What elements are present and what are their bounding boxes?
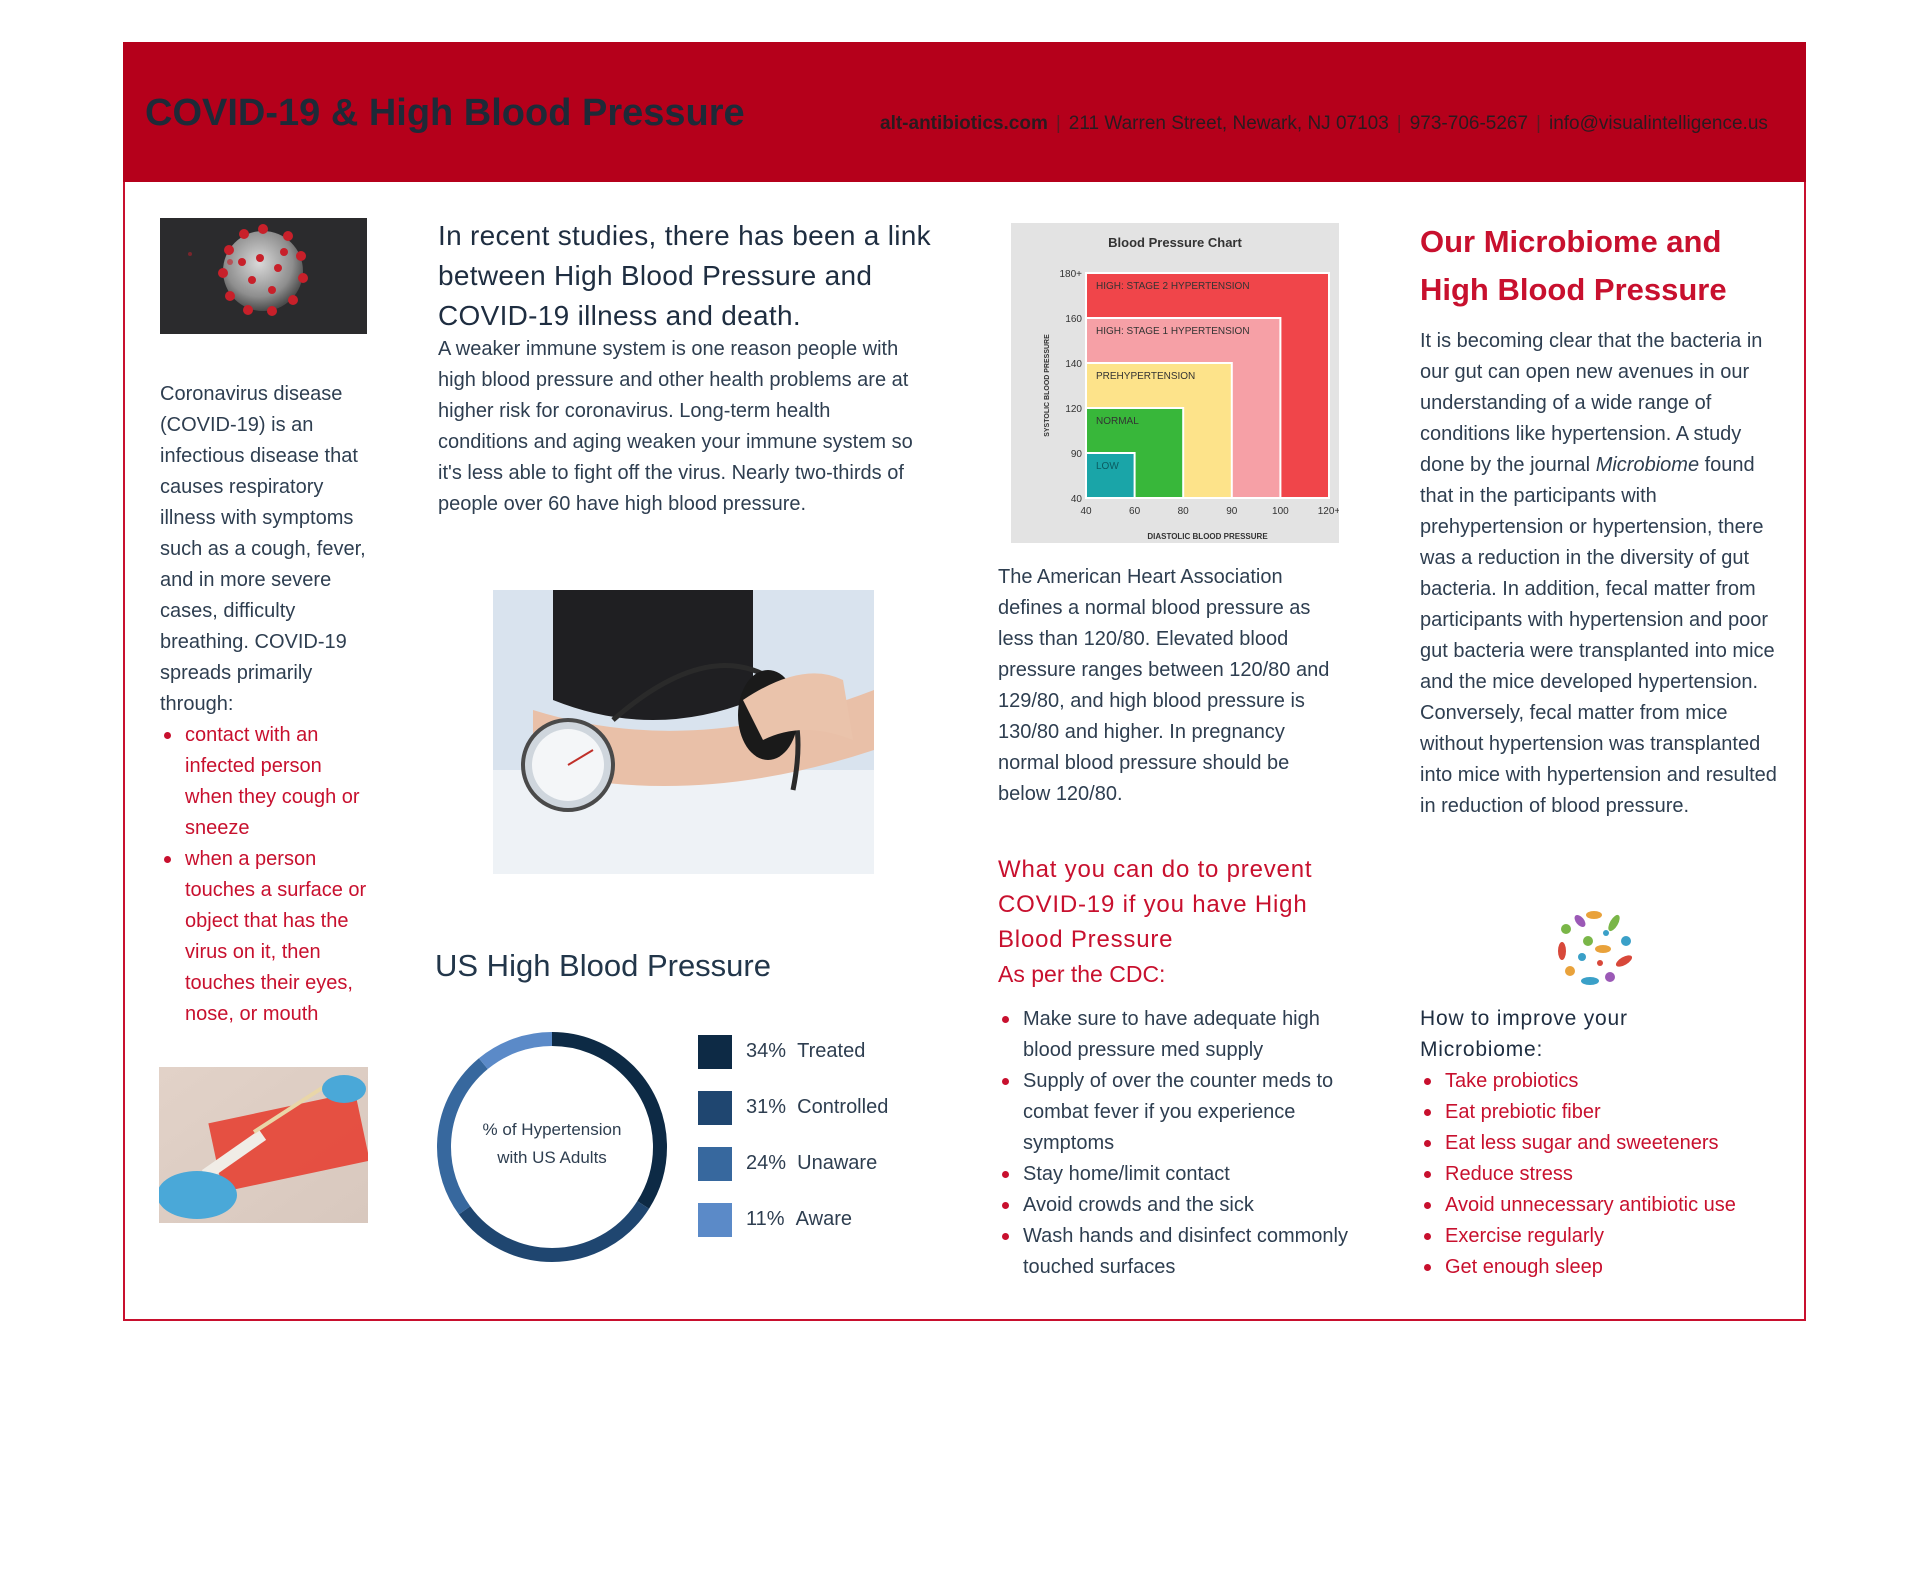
y-tick-label: 90 (1070, 449, 1082, 460)
y-axis-label: SYSTOLIC BLOOD PRESSURE (1044, 334, 1051, 437)
address-text: 211 Warren Street, Newark, NJ 07103 (1068, 113, 1389, 134)
legend-pct: 31% (746, 1096, 787, 1118)
list-item: contact with an infected person when they cough or sneeze (160, 720, 375, 844)
legend-pct: 34% (746, 1040, 787, 1062)
x-tick-label: 40 (1080, 506, 1092, 517)
list-item: Make sure to have adequate high blood pressure med supply (998, 1004, 1358, 1066)
list-item: Eat less sugar and sweeteners (1420, 1128, 1780, 1159)
legend-swatch (698, 1147, 732, 1181)
legend-swatch (698, 1035, 732, 1069)
list-item: Avoid crowds and the sick (998, 1190, 1358, 1221)
phone-text: 973-706-5267 (1409, 113, 1529, 134)
legend-label (746, 1208, 852, 1231)
improve-heading: How to improve your Microbiome: (1420, 1007, 1628, 1061)
zone-label: LOW (1096, 461, 1119, 472)
legend-label (746, 1040, 865, 1063)
aha-paragraph: The American Heart Association defines a normal blood pressure as less than 120/80. Elevated blood pressure ranges between 120/80 and 129/80, and high blood pressure is 130/80 and higher. In pregnancy normal blood pressure should be below 120/80. (998, 566, 1330, 805)
donut-center-label (432, 1116, 672, 1172)
list-item: Exercise regularly (1420, 1221, 1780, 1252)
journal-name: Microbiome (1595, 454, 1700, 476)
list-item: Stay home/limit contact (998, 1159, 1358, 1190)
list-item: Reduce stress (1420, 1159, 1780, 1190)
hypertension-donut-chart (432, 1027, 672, 1267)
zone-low (1086, 453, 1135, 498)
coronavirus-image (160, 218, 367, 334)
y-tick-label: 180+ (1059, 269, 1082, 280)
transmission-list (160, 720, 375, 1030)
list-item: Eat prebiotic fiber (1420, 1097, 1780, 1128)
list-item: Take probiotics (1420, 1066, 1780, 1097)
legend-label (746, 1152, 877, 1175)
y-tick-label: 120 (1065, 404, 1082, 415)
list-item: Wash hands and disinfect commonly touched surfaces (998, 1221, 1358, 1283)
y-tick-label: 160 (1065, 314, 1082, 325)
legend-text: Treated (797, 1040, 866, 1062)
donut-heading: US High Blood Pressure (435, 948, 771, 983)
legend-swatch (698, 1091, 732, 1125)
header-banner (123, 42, 1806, 182)
x-tick-label: 90 (1226, 506, 1238, 517)
blood-pressure-cuff-image (493, 590, 874, 874)
contact-line: alt-antibiotics.com | 211 Warren Street, Newark, NJ 07103 | 973-706-5267 | info@visualintelligence.us (880, 113, 1768, 134)
bacteria-icon (1548, 901, 1640, 993)
y-tick-label: 140 (1065, 359, 1082, 370)
prevention-list (998, 1004, 1358, 1283)
email-link[interactable]: info@visualintelligence.us (1548, 113, 1768, 134)
microbiome-heading: Our Microbiome and High Blood Pressure (1420, 224, 1727, 307)
list-item: Supply of over the counter meds to combat fever if you experience symptoms (998, 1066, 1358, 1159)
list-item: when a person touches a surface or object that has the virus on it, then touches their eyes, nose, or mouth (160, 844, 375, 1030)
microbiome-text-part1: It is becoming clear that the bacteria in our gut can open new avenues in our understanding of a wide range of conditions like hypertension. A study done by the journal (1420, 330, 1763, 476)
legend-text: Aware (795, 1208, 852, 1230)
prevent-heading: What you can do to prevent COVID-19 if you have High Blood Pressure (998, 856, 1313, 953)
microbiome-paragraph (1420, 326, 1780, 822)
x-tick-label: 100 (1272, 506, 1289, 517)
donut-center-line2: with US Adults (497, 1148, 607, 1167)
x-tick-label: 120+ (1317, 506, 1339, 517)
x-tick-label: 60 (1129, 506, 1141, 517)
blood-pressure-chart (1011, 223, 1339, 543)
legend-pct: 11% (746, 1208, 785, 1230)
legend-label (746, 1096, 888, 1119)
page-title: COVID-19 & High Blood Pressure (145, 92, 745, 134)
legend-pct: 24% (746, 1152, 787, 1174)
improve-list (1420, 1066, 1780, 1283)
covid-test-image (159, 1067, 368, 1223)
microbiome-text-part2: found that in the participants with prehypertension or hypertension, there was a reduction in the diversity of gut bacteria. In addition, fecal matter from participants with hypertension and poor gut bacteria were transplanted into mice and the mice developed hypertension. Conversely, fecal matter from mice without hypertension was transplanted into mice with hypertension and resulted in reduction of blood pressure. (1420, 454, 1777, 817)
lead-heading: In recent studies, there has been a link between High Blood Pressure and COVID-19 illness and death. (438, 220, 931, 331)
legend-text: Controlled (797, 1096, 889, 1118)
x-tick-label: 80 (1177, 506, 1189, 517)
zone-label: HIGH: STAGE 2 HYPERTENSION (1096, 281, 1250, 292)
list-item: Avoid unnecessary antibiotic use (1420, 1190, 1780, 1221)
cdc-subheading: As per the CDC: (998, 961, 1166, 987)
covid-intro-text: Coronavirus disease (COVID-19) is an infectious disease that causes respiratory illness with symptoms such as a cough, fever, and in more severe cases, difficulty breathing. COVID-19 spreads primarily through: (160, 383, 366, 715)
legend-text: Unaware (797, 1152, 878, 1174)
donut-center-line1: % of Hypertension (482, 1120, 622, 1139)
zone-label: HIGH: STAGE 1 HYPERTENSION (1096, 326, 1250, 337)
immune-paragraph: A weaker immune system is one reason people with high blood pressure and other health problems are at higher risk for coronavirus. Long-term health conditions and aging weaken your immune system so it's less able to fight off the virus. Nearly two-thirds of people over 60 have high blood pressure. (438, 338, 913, 515)
website-link[interactable]: alt-antibiotics.com (880, 113, 1048, 134)
y-tick-label: 40 (1070, 494, 1082, 505)
zone-label: NORMAL (1096, 416, 1139, 427)
list-item: Get enough sleep (1420, 1252, 1780, 1283)
chart-title: Blood Pressure Chart (1108, 235, 1242, 250)
legend-swatch (698, 1203, 732, 1237)
zone-label: PREHYPERTENSION (1096, 371, 1196, 382)
x-axis-label: DIASTOLIC BLOOD PRESSURE (1147, 532, 1268, 541)
